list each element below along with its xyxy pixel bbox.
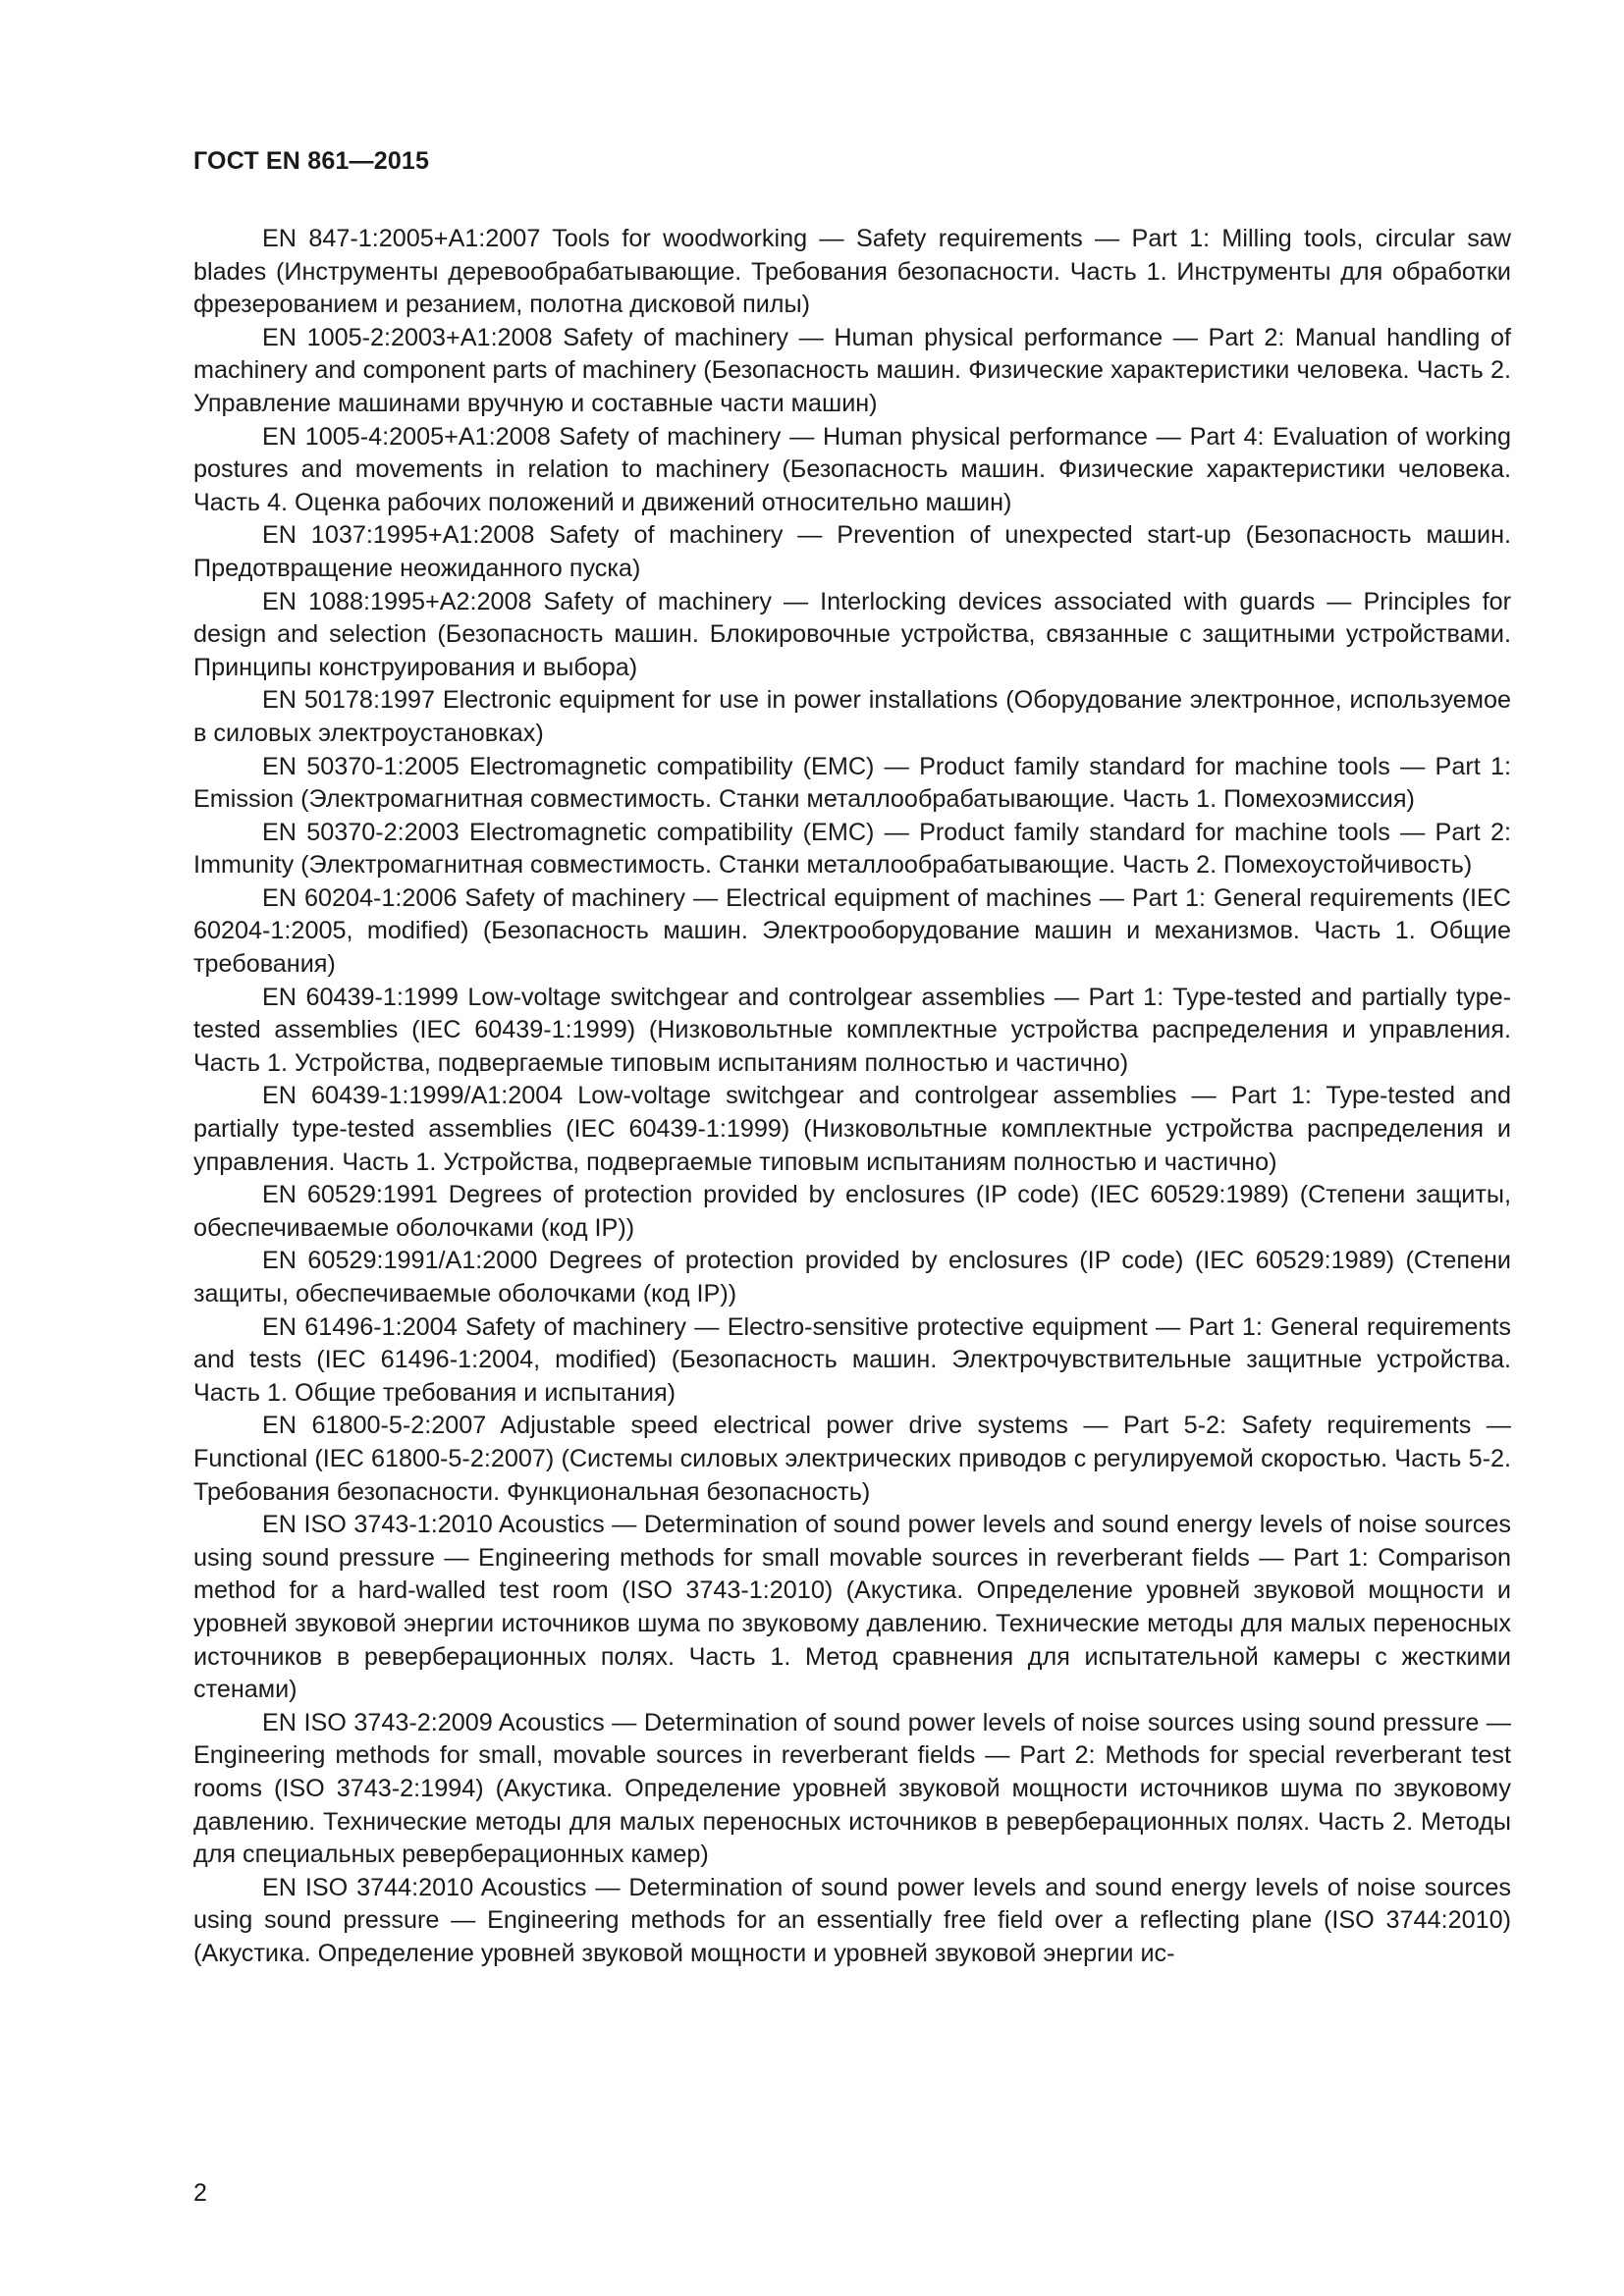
reference-entry: EN 50370-2:2003 Electromagnetic compatibility (EMC) — Product family standard for machine tools — Part 2: Immunity (Электромагнитная совместимость. Станки металлообрабатывающие. Часть 2. Помехоустойчивость): [193, 818, 1511, 880]
reference-entry: EN ISO 3744:2010 Acoustics — Determination of sound power levels and sound energy levels of noise sources using sound pressure — Engineering methods for an essentially free field over a reflecting plane (ISO 3744:2010) (Акустика. Определение уровней звуковой мощности и уровней звуковой энергии ис-: [193, 1873, 1511, 1967]
reference-entry: EN 60529:1991 Degrees of protection provided by enclosures (IP code) (IEC 60529:1989) (Степени защиты, обеспечиваемые оболочками (код IP)): [193, 1181, 1511, 1242]
page-number: 2: [193, 2179, 207, 2207]
reference-entry: EN 1037:1995+A1:2008 Safety of machinery — Prevention of unexpected start-up (Безопасность машин. Предотвращение неожиданного пуска): [193, 521, 1511, 582]
reference-entry: EN 1005-2:2003+A1:2008 Safety of machinery — Human physical performance — Part 2: Manual handling of machinery and component parts of machinery (Безопасность машин. Физические характеристики человека. Часть 2. Управление машинами вручную и составные части машин): [193, 323, 1511, 417]
reference-entry: EN ISO 3743-1:2010 Acoustics — Determination of sound power levels and sound energy levels of noise sources using sound pressure — Engineering methods for small movable sources in reverberant fields — Part 1: Comparison method for a hard-walled test room (ISO 3743-1:2010) (Акустика. Определение уровней звуковой мощности и уровней звуковой энергии источников шума по звуковому давлению. Технические методы для малых переносных источников в реверберационных полях. Часть 1. Метод сравнения для испытательной камеры с жесткими стенами): [193, 1511, 1511, 1704]
reference-entry: EN 60439-1:1999 Low-voltage switchgear and controlgear assemblies — Part 1: Type-tested and partially type-tested assemblies (IEC 60439-1:1999) (Низковольтные комплектные устройства распределения и управления. Часть 1. Устройства, подвергаемые типовым испытаниям полностью и частично): [193, 983, 1511, 1077]
reference-entry: EN 61800-5-2:2007 Adjustable speed electrical power drive systems — Part 5-2: Safety requirements — Functional (IEC 61800-5-2:2007) (Системы силовых электрических приводов с регулируемой скоростью. Часть 5-2. Требования безопасности. Функциональная безопасность): [193, 1412, 1511, 1506]
reference-entry: EN 1088:1995+A2:2008 Safety of machinery — Interlocking devices associated with guards — Principles for design and selection (Безопасность машин. Блокировочные устройства, связанные с защитными устройствами. Принципы конструирования и выбора): [193, 587, 1511, 681]
reference-entry: EN 61496-1:2004 Safety of machinery — Electro-sensitive protective equipment — Part 1: General requirements and tests (IEC 61496-1:2004, modified) (Безопасность машин. Электрочувствительные защитные устройства. Часть 1. Общие требования и испытания): [193, 1312, 1511, 1407]
reference-entry: EN 50178:1997 Electronic equipment for use in power installations (Оборудование электронное, используемое в силовых электроустановках): [193, 686, 1511, 747]
reference-entry: EN 1005-4:2005+A1:2008 Safety of machinery — Human physical performance — Part 4: Evaluation of working postures and movements in relation to machinery (Безопасность машин. Физические характеристики человека. Часть 4. Оценка рабочих положений и движений относительно машин): [193, 422, 1511, 516]
references-list: [193, 223, 1511, 1970]
reference-entry: EN 60529:1991/A1:2000 Degrees of protection provided by enclosures (IP code) (IEC 60529:1989) (Степени защиты, обеспечиваемые оболочками (код IP)): [193, 1247, 1511, 1308]
reference-entry: EN ISO 3743-2:2009 Acoustics — Determination of sound power levels of noise sources using sound pressure — Engineering methods for small, movable sources in reverberant fields — Part 2: Methods for special reverberant test rooms (ISO 3743-2:1994) (Акустика. Определение уровней звуковой мощности источников шума по звуковому давлению. Технические методы для малых переносных источников в реверберационных полях. Часть 2. Методы для специальных реверберационных камер): [193, 1708, 1511, 1869]
document-header: ГОСТ EN 861—2015: [193, 147, 430, 175]
reference-entry: EN 847-1:2005+A1:2007 Tools for woodworking — Safety requirements — Part 1: Milling tools, circular saw blades (Инструменты деревообрабатывающие. Требования безопасности. Часть 1. Инструменты для обработки фрезерованием и резанием, полотна дисковой пилы): [193, 225, 1511, 319]
reference-entry: EN 50370-1:2005 Electromagnetic compatibility (EMC) — Product family standard for machine tools — Part 1: Emission (Электромагнитная совместимость. Станки металлообрабатывающие. Часть 1. Помехоэмиссия): [193, 752, 1511, 814]
reference-entry: EN 60204-1:2006 Safety of machinery — Electrical equipment of machines — Part 1: General requirements (IEC 60204-1:2005, modified) (Безопасность машин. Электрооборудование машин и механизмов. Часть 1. Общие требования): [193, 883, 1511, 979]
reference-entry: EN 60439-1:1999/A1:2004 Low-voltage switchgear and controlgear assemblies — Part 1: Type-tested and partially type-tested assemblies (IEC 60439-1:1999) (Низковольтные комплектные устройства распределения и управления. Часть 1. Устройства, подвергаемые типовым испытаниям полностью и частично): [193, 1082, 1511, 1176]
